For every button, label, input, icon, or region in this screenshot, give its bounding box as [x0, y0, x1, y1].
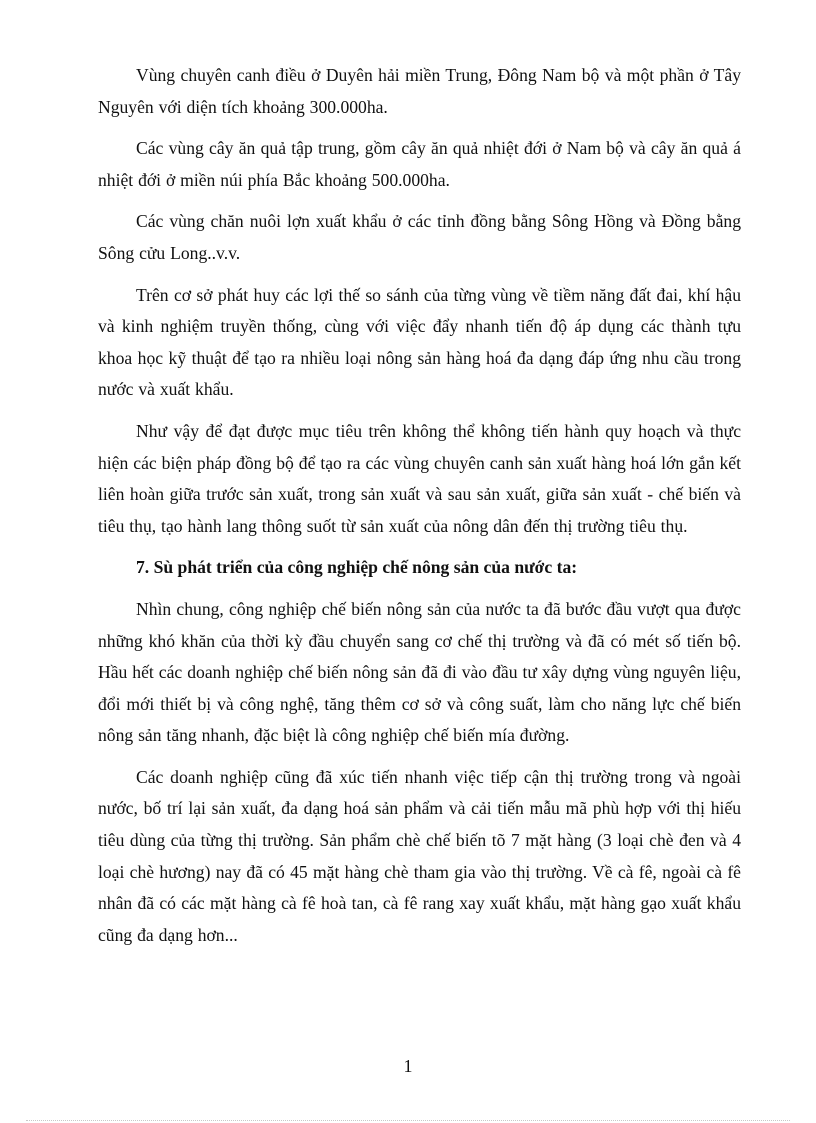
- paragraph-fruit-regions: Các vùng cây ăn quả tập trung, gồm cây ăn quả nhiệt đới ở Nam bộ và cây ăn quả á nhiệt đới ở miền núi phía Bắc khoảng 500.000ha.: [98, 138, 741, 190]
- paragraph-pig-farming: Các vùng chăn nuôi lợn xuất khẩu ở các tỉnh đồng bằng Sông Hồng và Đồng bằng Sông cửu Long..v.v.: [98, 211, 741, 263]
- paragraph-processing-overview: Nhìn chung, công nghiệp chế biến nông sản của nước ta đã bước đầu vượt qua được những khó khăn của thời kỳ đầu chuyển sang cơ chế thị trường và đã có mét số tiến bộ. Hầu hết các doanh nghiệp chế biến nông sản đã đi vào đầu tư xây dựng vùng nguyên liệu, đổi mới thiết bị và công nghệ, tăng thêm cơ sở và công suất, làm cho năng lực chế biến nông sản tăng nhanh, đặc biệt là công nghiệp chế biến mía đường.: [98, 598, 741, 746]
- page-number: 1: [403, 1056, 413, 1076]
- document-body: [98, 60, 741, 961]
- paragraph-planning: Như vậy để đạt được mục tiêu trên không thể không tiến hành quy hoạch và thực hiện các biện pháp đồng bộ để tạo ra các vùng chuyên canh sản xuất hàng hoá lớn gắn kết liên hoàn giữa trước sản xuất, trong sản xuất và sau sản xuất, giữa sản xuất - chế biến và tiêu thụ, tạo hành lang thông suốt từ sản xuất của nông dân đến thị trường tiêu thụ.: [98, 420, 741, 536]
- section-heading: 7. Sù phát triển của công nghiệp chế nông sản của nước ta:: [136, 557, 578, 578]
- paragraph-cashew-region: Vùng chuyên canh điều ở Duyên hải miền Trung, Đông Nam bộ và một phần ở Tây Nguyên với diện tích khoảng 300.000ha.: [98, 65, 741, 117]
- paragraph-market-access: Các doanh nghiệp cũng đã xúc tiến nhanh việc tiếp cận thị trường trong và ngoài nước, bố trí lại sản xuất, đa dạng hoá sản phẩm và cải tiến mẫu mã phù hợp với thị hiếu tiêu dùng của từng thị trường. Sản phẩm chè chế biến tõ 7 mặt hàng (3 loại chè đen và 4 loại chè hương) nay đã có 45 mặt hàng chè tham gia vào thị trường. Về cà fê, ngoài cà fê nhân đã có các mặt hàng cà fê hoà tan, cà fê rang xay xuất khẩu, mặt hàng gạo xuất khẩu cũng đa dạng hơn...: [98, 766, 741, 945]
- page-bottom-divider: [26, 1120, 790, 1121]
- paragraph-comparative-advantage: Trên cơ sở phát huy các lợi thế so sánh của từng vùng về tiềm năng đất đai, khí hậu và kinh nghiệm truyền thống, cùng với việc đẩy nhanh tiến độ áp dụng các thành tựu khoa học kỹ thuật để tạo ra nhiều loại nông sản hàng hoá đa dạng đáp ứng nhu cầu trong nước và xuất khẩu.: [98, 284, 741, 400]
